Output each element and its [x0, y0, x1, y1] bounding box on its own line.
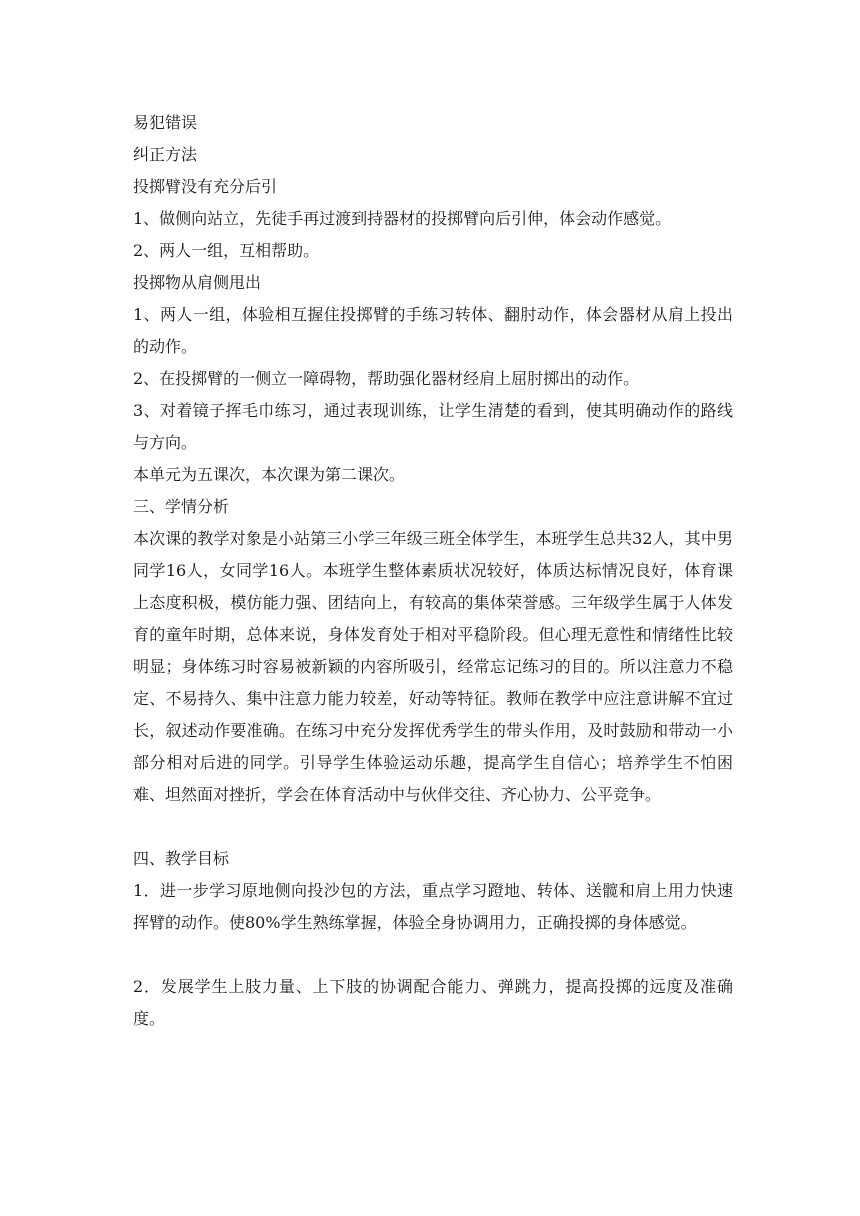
- correction-item: 2、在投掷臂的一侧立一障碍物，帮助强化器材经肩上屈肘掷出的动作。: [133, 369, 640, 388]
- teaching-goal-item: 2．发展学生上肢力量、上下肢的协调配合能力、弹跳力，提高投掷的远度及准确度。: [133, 977, 733, 1028]
- teaching-goal-item: 1．进一步学习原地侧向投沙包的方法，重点学习蹬地、转体、送髋和肩上用力快速挥臂的动作。使80%学生熟练掌握，体验全身协调用力，正确投掷的身体感觉。: [133, 881, 733, 932]
- error-title-arm-not-pulled-back: 投掷臂没有充分后引: [133, 177, 278, 196]
- heading-correction-methods: 纠正方法: [133, 145, 198, 164]
- error-title-thrown-from-shoulder-side: 投掷物从肩侧甩出: [133, 273, 262, 292]
- student-analysis-paragraph: 本次课的教学对象是小站第三小学三年级三班全体学生，本班学生总共32人，其中男同学16人，女同学16人。本班学生整体素质状况较好，体质达标情况良好，体育课上态度积极，模仿能力强、团结向上，有较高的集体荣誉感。三年级学生属于人体发育的童年时期，总体来说，身体发育处于相对平稳阶段。但心理无意性和情绪性比较明显；身体练习时容易被新颖的内容所吸引，经常忘记练习的目的。所以注意力不稳定、不易持久、集中注意力能力较差，好动等特征。教师在教学中应注意讲解不宜过长，叙述动作要准确。在练习中充分发挥优秀学生的带头作用，及时鼓励和带动一小部分相对后进的同学。引导学生体验运动乐趣，提高学生自信心；培养学生不怕困难、坦然面对挫折，学会在体育活动中与伙伴交往、齐心协力、公平竞争。: [133, 529, 733, 804]
- correction-item: 1、做侧向站立，先徒手再过渡到持器材的投掷臂向后引伸，体会动作感觉。: [133, 209, 672, 228]
- correction-item: 3、对着镜子挥毛巾练习，通过表现训练，让学生清楚的看到，使其明确动作的路线与方向。: [133, 401, 733, 452]
- section-title-teaching-goals: 四、教学目标: [133, 849, 230, 868]
- correction-item: 2、两人一组，互相帮助。: [133, 241, 320, 260]
- heading-common-errors: 易犯错误: [133, 113, 198, 132]
- section-title-student-analysis: 三、学情分析: [133, 497, 230, 516]
- correction-item: 1、两人一组，体验相互握住投掷臂的手练习转体、翻肘动作，体会器材从肩上投出的动作。: [133, 305, 733, 356]
- document-page: [133, 107, 733, 1035]
- unit-note: 本单元为五课次，本次课为第二课次。: [133, 465, 406, 484]
